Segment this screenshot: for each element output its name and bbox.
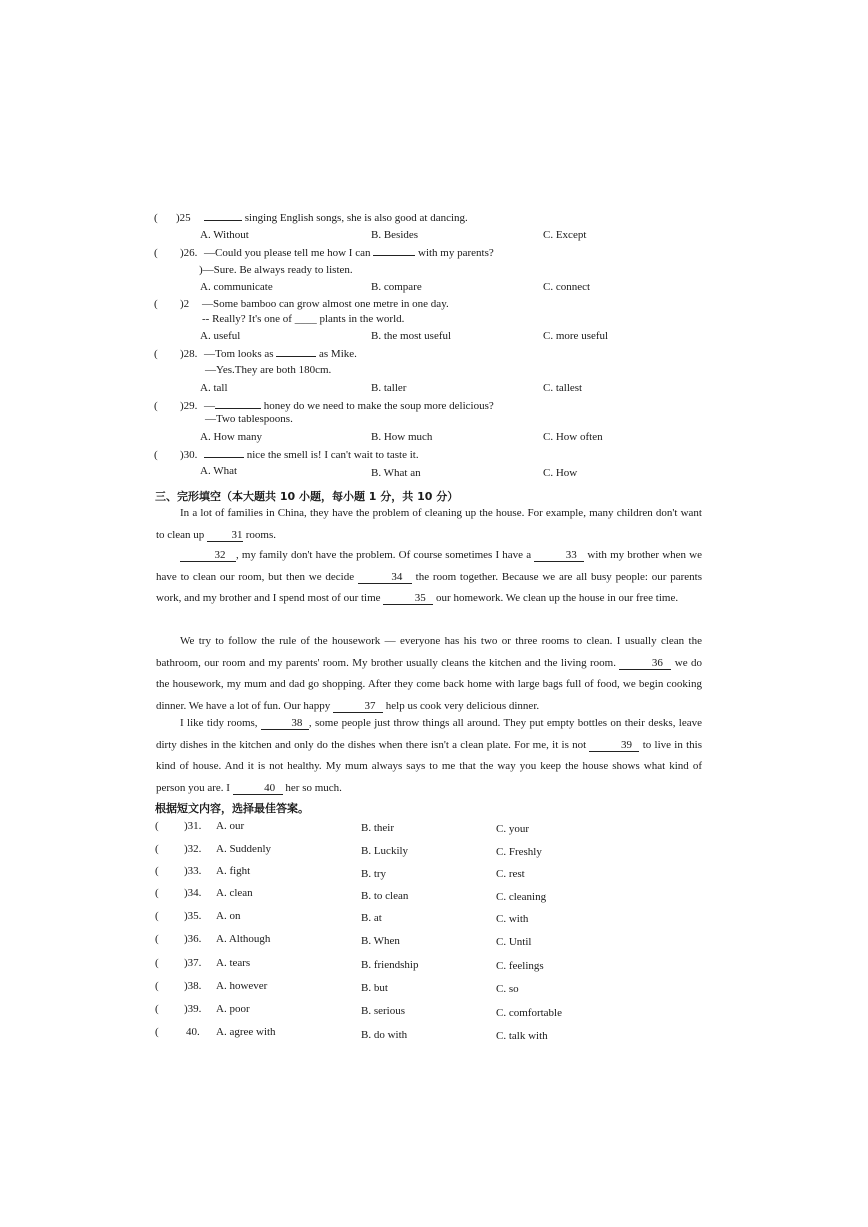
option-c[interactable]: C. talk with xyxy=(496,1030,548,1042)
option-b[interactable]: B. Luckily xyxy=(361,845,409,857)
question-number: )25 xyxy=(176,212,191,224)
option-b[interactable]: B. do with xyxy=(361,1029,408,1041)
option-b[interactable]: B. serious xyxy=(361,1005,405,1017)
answer-paren[interactable]: ( xyxy=(155,933,159,945)
question-stem: —Could you please tell me how I can with my parents? xyxy=(204,247,494,259)
option-c[interactable]: C. cleaning xyxy=(496,891,547,903)
question-response: —Two tablespoons. xyxy=(205,413,293,425)
option-a[interactable]: A. agree with xyxy=(216,1026,276,1038)
question-response: )—Sure. Be always ready to listen. xyxy=(199,264,353,276)
question-number: )36. xyxy=(184,933,202,945)
option-a[interactable]: A. however xyxy=(216,980,268,992)
option-b[interactable]: B. at xyxy=(361,912,382,924)
option-c[interactable]: C. Until xyxy=(496,936,532,948)
option-b[interactable]: B. compare xyxy=(371,281,422,293)
question-response: -- Really? It's one of ____ plants in the world. xyxy=(202,313,405,325)
option-c[interactable]: C. Except xyxy=(543,229,587,241)
option-b[interactable]: B. to clean xyxy=(361,890,409,902)
option-b[interactable]: B. friendship xyxy=(361,959,419,971)
question-stem: singing English songs, she is also good at dancing. xyxy=(204,212,468,224)
option-b[interactable]: B. taller xyxy=(371,382,407,394)
answer-paren[interactable]: ( xyxy=(155,887,159,899)
instruction-text: 根据短文内容，选择最佳答案。 xyxy=(155,802,309,815)
answer-paren[interactable]: ( xyxy=(155,980,159,992)
question-number: )29. xyxy=(180,400,198,412)
option-b[interactable]: B. but xyxy=(361,982,388,994)
question-number: )32. xyxy=(184,843,202,855)
question-number: )2 xyxy=(180,298,190,310)
passage-blank-40[interactable]: 40 xyxy=(233,782,283,795)
question-stem: —Tom looks as as Mike. xyxy=(204,348,357,360)
answer-paren[interactable]: ( xyxy=(154,449,158,461)
option-c[interactable]: C. so xyxy=(496,983,519,995)
answer-paren[interactable]: ( xyxy=(154,212,158,224)
question-stem: —Some bamboo can grow almost one metre in one day. xyxy=(202,298,449,310)
answer-blank[interactable] xyxy=(276,356,316,357)
question-number: )34. xyxy=(184,887,202,899)
question-number: )38. xyxy=(184,980,202,992)
question-stem: — honey do we need to make the soup more delicious? xyxy=(204,400,494,412)
question-number: )28. xyxy=(180,348,198,360)
question-stem: nice the smell is! I can't wait to taste it. xyxy=(204,449,419,461)
option-a[interactable]: A. How many xyxy=(200,431,263,443)
answer-paren[interactable]: ( xyxy=(155,843,159,855)
option-a[interactable]: A. Without xyxy=(200,229,249,241)
answer-blank[interactable] xyxy=(373,255,415,256)
answer-blank[interactable] xyxy=(204,220,242,221)
passage-blank-37[interactable]: 37 xyxy=(333,700,383,713)
option-a[interactable]: A. on xyxy=(216,910,241,922)
question-number: )33. xyxy=(184,865,202,877)
passage-blank-39[interactable]: 39 xyxy=(589,739,639,752)
answer-paren[interactable]: ( xyxy=(155,910,159,922)
passage-blank-38[interactable]: 38 xyxy=(261,717,309,730)
answer-paren[interactable]: ( xyxy=(155,1003,159,1015)
passage-blank-32[interactable]: 32 xyxy=(180,549,236,562)
answer-paren[interactable]: ( xyxy=(155,1026,159,1038)
option-c[interactable]: C. your xyxy=(496,823,529,835)
answer-paren[interactable]: ( xyxy=(155,957,159,969)
option-a[interactable]: A. tears xyxy=(216,957,251,969)
option-b[interactable]: B. try xyxy=(361,868,387,880)
question-response: —Yes.They are both 180cm. xyxy=(205,364,332,376)
option-a[interactable]: A. fight xyxy=(216,865,251,877)
option-a[interactable]: A. Suddenly xyxy=(216,843,271,855)
option-c[interactable]: C. How often xyxy=(543,431,603,443)
option-a[interactable]: A. What xyxy=(200,465,238,477)
question-number: )35. xyxy=(184,910,202,922)
option-a[interactable]: A. communicate xyxy=(200,281,273,293)
section-heading: 三、完形填空（本大题共 10 小题，每小题 1 分，共 10 分） xyxy=(155,490,459,503)
option-a[interactable]: A. poor xyxy=(216,1003,250,1015)
option-b[interactable]: B. How much xyxy=(371,431,433,443)
option-b[interactable]: B. their xyxy=(361,822,394,834)
passage-paragraph-3: We try to follow the rule of the housework — everyone has his two or three rooms to clean. I usually clean the bathroom, our room and my parents' room. My brother usually cleans the kitchen and the living room. 36 we do the housework, my mum and dad go shopping. After they come back home with large bags full of food, we begin cooking dinner. We have a lot of fun. Our happy 37 help us cook very delicious dinner. xyxy=(156,635,702,712)
option-c[interactable]: C. feelings xyxy=(496,960,544,972)
passage-paragraph-2: 32 , my family don't have the problem. Of course sometimes I have a 33 with my brother when we have to clean our room, but then we decide 34 the room together. Because we are all busy people: our parents work, and my brother and I spend most of our time 35 our homework. We clean up the house in our free time. xyxy=(156,549,702,604)
question-number: )37. xyxy=(184,957,202,969)
passage-blank-31[interactable]: 31 xyxy=(207,529,243,542)
answer-paren[interactable]: ( xyxy=(155,820,159,832)
option-a[interactable]: A. clean xyxy=(216,887,253,899)
option-a[interactable]: A. useful xyxy=(200,330,241,342)
answer-paren[interactable]: ( xyxy=(154,348,158,360)
passage-paragraph-1: In a lot of families in China, they have the problem of cleaning up the house. For example, many children don't want to clean up 31 rooms. xyxy=(156,507,702,541)
option-b[interactable]: B. Besides xyxy=(371,229,419,241)
option-a[interactable]: A. our xyxy=(216,820,245,832)
option-c[interactable]: C. How xyxy=(543,467,578,479)
option-b[interactable]: B. When xyxy=(361,935,400,947)
passage-blank-35[interactable]: 35 xyxy=(383,592,433,605)
question-number: )39. xyxy=(184,1003,202,1015)
option-a[interactable]: A. Although xyxy=(216,933,271,945)
passage-blank-36[interactable]: 36 xyxy=(619,657,671,670)
passage-blank-33[interactable]: 33 xyxy=(534,549,584,562)
answer-blank[interactable] xyxy=(215,408,261,409)
passage-blank-34[interactable]: 34 xyxy=(358,571,412,584)
answer-paren[interactable]: ( xyxy=(155,865,159,877)
option-c[interactable]: C. connect xyxy=(543,281,591,293)
option-c[interactable]: C. Freshly xyxy=(496,846,542,858)
answer-paren[interactable]: ( xyxy=(154,247,158,259)
option-c[interactable]: C. with xyxy=(496,913,529,925)
answer-paren[interactable]: ( xyxy=(154,400,158,412)
option-c[interactable]: C. more useful xyxy=(543,330,609,342)
answer-blank[interactable] xyxy=(204,457,244,458)
option-c[interactable]: C. rest xyxy=(496,868,525,880)
question-number: 40. xyxy=(186,1026,200,1038)
question-number: )26. xyxy=(180,247,198,259)
option-b[interactable]: B. the most useful xyxy=(371,330,452,342)
passage-paragraph-4: I like tidy rooms, 38 , some people just throw things all around. They put empty bottles on their desks, leave dirty dishes in the kitchen and only do the dishes when there isn't a clean plate. For me, it is not 39 to live in this kind of house. And it is not healthy. My mum always says to me that the way you keep the house shows what kind of person you are. I 40 her so much. xyxy=(156,717,702,794)
option-c[interactable]: C. comfortable xyxy=(496,1007,562,1019)
option-a[interactable]: A. tall xyxy=(200,382,228,394)
answer-paren[interactable]: ( xyxy=(154,298,158,310)
question-number: )31. xyxy=(184,820,202,832)
option-c[interactable]: C. tallest xyxy=(543,382,583,394)
option-b[interactable]: B. What an xyxy=(371,467,421,479)
question-number: )30. xyxy=(180,449,198,461)
